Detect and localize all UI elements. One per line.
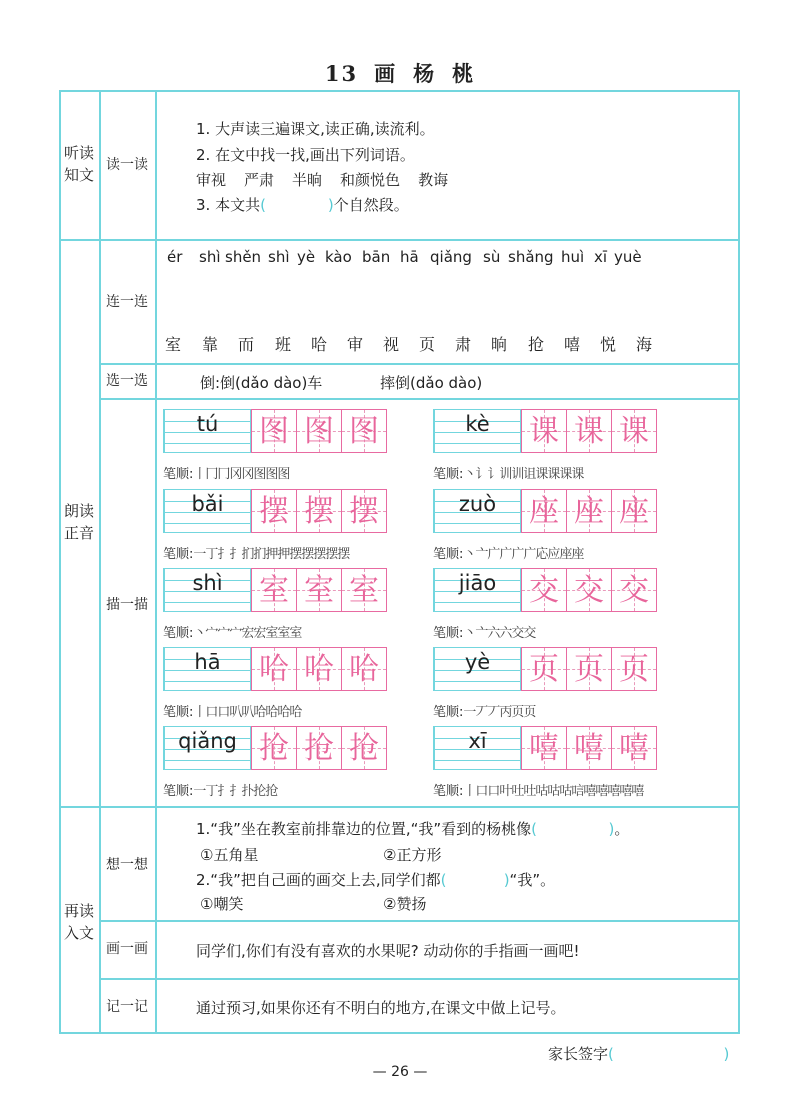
trace-grid-7 xyxy=(163,647,393,691)
divider-col1 xyxy=(99,90,101,1034)
stroke-order-sequence: 一丆丆丙页页 xyxy=(463,705,536,720)
trace-char: 课 xyxy=(574,414,604,449)
parent-signature xyxy=(548,1043,729,1064)
stroke-order-label: 笔顺: xyxy=(433,626,464,641)
trace-grid-5 xyxy=(163,568,393,612)
trace-char: 哈 xyxy=(259,652,289,687)
pinyin-guide-line xyxy=(435,523,520,524)
char-12[interactable]: 嘻 xyxy=(564,335,581,354)
stroke-order-sequence: 丨冂冂冈冈图图图 xyxy=(193,467,290,482)
trace-char-cell-1[interactable] xyxy=(521,568,567,612)
trace-pinyin-cell xyxy=(163,568,251,612)
pinyin-3[interactable]: shěn xyxy=(225,248,262,266)
pinyin-13[interactable]: xī xyxy=(594,248,608,266)
char-8[interactable]: 页 xyxy=(419,335,436,354)
divider-row6 xyxy=(99,978,740,980)
word-1: 审视 xyxy=(196,171,227,189)
choose-item-1[interactable]: 倒:倒(dǎo dào)车 xyxy=(200,374,323,392)
trace-char: 图 xyxy=(349,414,379,449)
divider-col2 xyxy=(155,90,157,1034)
trace-char-cell-1[interactable] xyxy=(251,647,297,691)
trace-pinyin: qiǎng xyxy=(178,729,237,753)
read-item-3 xyxy=(196,194,409,215)
trace-char: 嘻 xyxy=(529,731,559,766)
title-char-1: 画 xyxy=(374,61,398,86)
stroke-order-label: 笔顺: xyxy=(163,784,194,799)
stroke-order-label: 笔顺: xyxy=(433,547,464,562)
trace-char: 课 xyxy=(619,414,649,449)
page-number: — 26 — xyxy=(372,1064,428,1080)
read-item-3-pre: 3. 本文共 xyxy=(196,196,261,214)
read-item-2: 2. 在文中找一找,画出下列词语。 xyxy=(196,146,415,164)
sub-choose: 选一选 xyxy=(106,373,148,389)
trace-char-cell-3[interactable] xyxy=(611,409,657,453)
trace-char-cell-3[interactable] xyxy=(341,568,387,612)
stroke-order-9 xyxy=(163,780,277,799)
stroke-order-sequence: 丶宀宀宀宏宏室室室 xyxy=(193,626,302,641)
trace-grid-6 xyxy=(433,568,663,612)
trace-char-cell-3[interactable] xyxy=(341,647,387,691)
trace-char: 交 xyxy=(529,573,559,608)
divider-row4 xyxy=(59,806,740,808)
trace-char: 交 xyxy=(619,573,649,608)
stroke-order-sequence: 丨口口叶吐吐咕咕咕唁嘻嘻嘻嘻嘻 xyxy=(463,784,644,799)
stroke-order-sequence: 丶亠广广广广応应座座 xyxy=(463,547,584,562)
trace-char-cell-2[interactable] xyxy=(296,647,342,691)
trace-char-cell-1[interactable] xyxy=(251,409,297,453)
trace-grid-10 xyxy=(433,726,663,770)
pinyin-12[interactable]: huì xyxy=(561,248,585,266)
trace-char: 图 xyxy=(259,414,289,449)
sub-read: 读一读 xyxy=(106,157,148,173)
char-6[interactable]: 审 xyxy=(347,335,364,354)
think-q1-text: 1.“我”坐在教室前排靠边的位置,“我”看到的杨桃像 xyxy=(196,820,532,838)
trace-char-cell-1[interactable] xyxy=(521,726,567,770)
trace-char: 座 xyxy=(529,494,559,529)
trace-pinyin: tú xyxy=(196,412,219,436)
trace-char-cell-2[interactable] xyxy=(566,568,612,612)
trace-grid-3 xyxy=(163,489,393,533)
trace-char-cell-3[interactable] xyxy=(611,647,657,691)
trace-char: 抢 xyxy=(259,731,289,766)
stroke-order-sequence: 丶亠六六交交 xyxy=(463,626,536,641)
choose-item-2[interactable]: 摔倒(dǎo dào) xyxy=(380,374,483,392)
read-item-3-post: 个自然段。 xyxy=(333,196,409,214)
divider-row2 xyxy=(99,363,740,365)
pinyin-guide-line xyxy=(165,443,250,444)
stroke-order-sequence: 一丁扌扌扑抡抢 xyxy=(193,784,278,799)
trace-char-cell-2[interactable] xyxy=(566,647,612,691)
pinyin-1[interactable]: ér xyxy=(167,248,183,266)
trace-pinyin: hā xyxy=(194,650,221,674)
char-9[interactable]: 肃 xyxy=(455,335,472,354)
pinyin-14[interactable]: yuè xyxy=(614,248,642,266)
trace-pinyin-cell xyxy=(433,726,521,770)
section-reread xyxy=(59,900,99,944)
trace-pinyin-cell xyxy=(433,489,521,533)
trace-char-cell-1[interactable] xyxy=(521,647,567,691)
trace-pinyin-cell xyxy=(433,409,521,453)
trace-char-cell-1[interactable] xyxy=(521,489,567,533)
trace-pinyin: bǎi xyxy=(191,492,224,516)
trace-char-cell-2[interactable] xyxy=(296,409,342,453)
trace-char: 嘻 xyxy=(574,731,604,766)
char-2[interactable]: 靠 xyxy=(202,335,219,354)
stroke-order-4 xyxy=(433,543,583,562)
think-q1-blank[interactable]: ( ) xyxy=(531,820,615,838)
stroke-order-label: 笔顺: xyxy=(433,784,464,799)
trace-pinyin-cell xyxy=(163,489,251,533)
trace-char-cell-3[interactable] xyxy=(611,568,657,612)
stroke-order-label: 笔顺: xyxy=(163,547,194,562)
trace-char: 摆 xyxy=(304,494,334,529)
char-4[interactable]: 班 xyxy=(275,335,292,354)
stroke-order-7 xyxy=(163,701,301,720)
word-4: 和颜悦色 xyxy=(340,171,401,189)
read-item-1: 1. 大声读三遍课文,读正确,读流利。 xyxy=(196,120,435,138)
stroke-order-2 xyxy=(433,463,583,482)
stroke-order-sequence: 丨口口叭叭哈哈哈哈 xyxy=(193,705,302,720)
pinyin-5[interactable]: yè xyxy=(297,248,316,266)
stroke-order-3 xyxy=(163,543,349,562)
trace-char-cell-1[interactable] xyxy=(251,489,297,533)
char-14[interactable]: 海 xyxy=(636,335,653,354)
think-question-1 xyxy=(196,818,629,839)
sub-think: 想一想 xyxy=(106,857,148,873)
trace-grid-4 xyxy=(433,489,663,533)
trace-pinyin: zuò xyxy=(458,492,497,516)
pinyin-guide-line xyxy=(435,681,520,682)
section-pronounce xyxy=(59,500,99,544)
trace-char-cell-2[interactable] xyxy=(566,409,612,453)
pinyin-9[interactable]: qiǎng xyxy=(430,248,472,266)
trace-char-cell-2[interactable] xyxy=(296,568,342,612)
pinyin-guide-line xyxy=(165,523,250,524)
trace-char: 座 xyxy=(619,494,649,529)
page-title xyxy=(0,58,800,88)
word-5: 教诲 xyxy=(418,171,449,189)
title-char-2: 杨 xyxy=(413,61,437,86)
char-7[interactable]: 视 xyxy=(383,335,400,354)
divider-row5 xyxy=(99,920,740,922)
trace-pinyin-cell xyxy=(433,568,521,612)
trace-pinyin-cell xyxy=(163,647,251,691)
trace-char: 图 xyxy=(304,414,334,449)
pinyin-4[interactable]: shì xyxy=(268,248,290,266)
pinyin-2[interactable]: shì xyxy=(199,248,221,266)
trace-char-cell-3[interactable] xyxy=(341,409,387,453)
divider-row1 xyxy=(59,239,740,241)
trace-char: 页 xyxy=(529,652,559,687)
think-q2-blank[interactable]: ( ) xyxy=(440,871,510,889)
char-11[interactable]: 抢 xyxy=(528,335,545,354)
trace-char-cell-2[interactable] xyxy=(296,489,342,533)
trace-grid-2 xyxy=(433,409,663,453)
sub-connect: 连一连 xyxy=(106,294,148,310)
stroke-order-1 xyxy=(163,463,289,482)
char-10[interactable]: 晌 xyxy=(491,335,508,354)
pinyin-8[interactable]: hā xyxy=(400,248,419,266)
trace-char-cell-2[interactable] xyxy=(566,489,612,533)
pinyin-guide-line xyxy=(435,760,520,761)
pinyin-guide-line xyxy=(165,760,250,761)
think-q2-text: 2.“我”把自己画的画交上去,同学们都 xyxy=(196,871,441,889)
sub-draw: 画一画 xyxy=(106,941,148,957)
pinyin-guide-line xyxy=(435,443,520,444)
pinyin-6[interactable]: kào xyxy=(325,248,352,266)
pinyin-guide-line xyxy=(165,602,250,603)
trace-char: 抢 xyxy=(304,731,334,766)
divider-row3 xyxy=(99,398,740,400)
stroke-order-5 xyxy=(163,622,301,641)
think-q2-option-1[interactable]: ①嘲笑 xyxy=(200,895,244,913)
think-q2-end: “我”。 xyxy=(509,871,556,889)
section-listen-label: 听读 知文 xyxy=(63,144,94,184)
trace-char: 摆 xyxy=(349,494,379,529)
stroke-order-label: 笔顺: xyxy=(163,705,194,720)
trace-char-cell-2[interactable] xyxy=(296,726,342,770)
think-q2-option-2[interactable]: ②赞扬 xyxy=(383,895,427,913)
trace-pinyin-cell xyxy=(163,409,251,453)
stroke-order-label: 笔顺: xyxy=(163,626,194,641)
stroke-order-8 xyxy=(433,701,535,720)
char-5[interactable]: 哈 xyxy=(311,335,328,354)
trace-char: 哈 xyxy=(304,652,334,687)
stroke-order-10 xyxy=(433,780,643,799)
trace-char: 摆 xyxy=(259,494,289,529)
stroke-order-sequence: 一丁扌扌扪扪押押摆摆摆摆摆 xyxy=(193,547,350,562)
section-listen xyxy=(59,142,99,186)
read-word-list xyxy=(196,169,466,190)
trace-char: 室 xyxy=(259,573,289,608)
char-3[interactable]: 而 xyxy=(238,335,255,354)
think-q1-option-1[interactable]: ①五角星 xyxy=(200,846,259,864)
section-pronounce-label: 朗读 正音 xyxy=(63,502,94,542)
stroke-order-label: 笔顺: xyxy=(163,467,194,482)
trace-pinyin: jiāo xyxy=(458,571,497,595)
trace-char: 页 xyxy=(619,652,649,687)
think-q1-end: 。 xyxy=(614,820,630,838)
char-13[interactable]: 悦 xyxy=(600,335,617,354)
word-3: 半晌 xyxy=(292,171,323,189)
char-1[interactable]: 室 xyxy=(165,335,182,354)
trace-char-cell-1[interactable] xyxy=(521,409,567,453)
pinyin-10[interactable]: sù xyxy=(483,248,501,266)
trace-grid-8 xyxy=(433,647,663,691)
section-reread-label: 再读 入文 xyxy=(63,902,94,942)
trace-pinyin: kè xyxy=(465,412,490,436)
trace-char-cell-2[interactable] xyxy=(566,726,612,770)
word-2: 严肃 xyxy=(244,171,275,189)
pinyin-7[interactable]: bān xyxy=(362,248,391,266)
think-question-2 xyxy=(196,869,555,890)
trace-char-cell-3[interactable] xyxy=(611,726,657,770)
trace-char-cell-3[interactable] xyxy=(341,489,387,533)
lesson-number: 13 xyxy=(324,61,359,86)
trace-pinyin: xī xyxy=(468,729,487,753)
trace-pinyin: shì xyxy=(192,571,223,595)
parent-signature-blank[interactable]: ( ) xyxy=(608,1045,730,1063)
trace-char-cell-1[interactable] xyxy=(251,726,297,770)
trace-pinyin-cell xyxy=(163,726,251,770)
trace-char: 座 xyxy=(574,494,604,529)
trace-char-cell-1[interactable] xyxy=(251,568,297,612)
pinyin-11[interactable]: shǎng xyxy=(508,248,554,266)
trace-pinyin: yè xyxy=(464,650,491,674)
trace-char: 室 xyxy=(349,573,379,608)
trace-char: 抢 xyxy=(349,731,379,766)
trace-char: 哈 xyxy=(349,652,379,687)
trace-char-cell-3[interactable] xyxy=(611,489,657,533)
stroke-order-sequence: 丶讠讠训训诅课课课课 xyxy=(463,467,584,482)
trace-char: 页 xyxy=(574,652,604,687)
trace-char: 课 xyxy=(529,414,559,449)
trace-grid-1 xyxy=(163,409,393,453)
paragraph-count-blank[interactable]: ( ) xyxy=(260,196,334,214)
parent-signature-label: 家长签字 xyxy=(548,1045,609,1063)
trace-grid-9 xyxy=(163,726,393,770)
trace-char: 嘻 xyxy=(619,731,649,766)
stroke-order-6 xyxy=(433,622,535,641)
think-q1-option-2[interactable]: ②正方形 xyxy=(383,846,442,864)
stroke-order-label: 笔顺: xyxy=(433,705,464,720)
draw-prompt: 同学们,你们有没有喜欢的水果呢? 动动你的手指画一画吧! xyxy=(196,942,580,960)
pinyin-guide-line xyxy=(435,602,520,603)
trace-char-cell-3[interactable] xyxy=(341,726,387,770)
stroke-order-label: 笔顺: xyxy=(433,467,464,482)
sub-note: 记一记 xyxy=(106,999,148,1015)
pinyin-guide-line xyxy=(165,681,250,682)
title-char-3: 桃 xyxy=(452,61,476,86)
note-prompt: 通过预习,如果你还有不明白的地方,在课文中做上记号。 xyxy=(196,999,566,1017)
trace-char: 交 xyxy=(574,573,604,608)
trace-pinyin-cell xyxy=(433,647,521,691)
trace-char: 室 xyxy=(304,573,334,608)
sub-trace: 描一描 xyxy=(106,597,148,613)
